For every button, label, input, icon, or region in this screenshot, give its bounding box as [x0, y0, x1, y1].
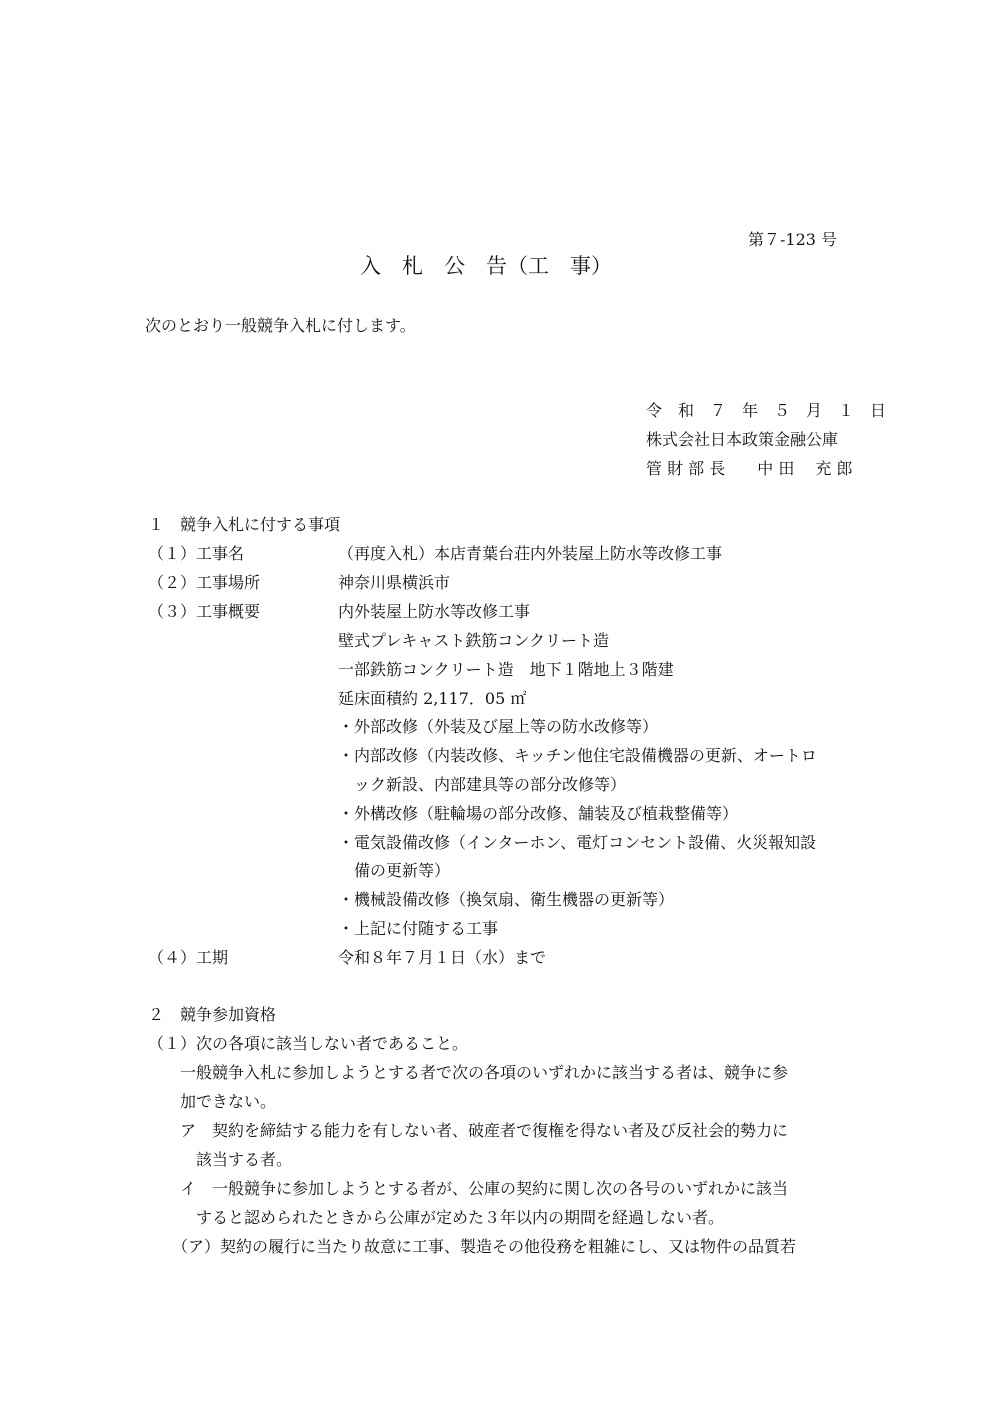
row-label-work-name: （１）工事名	[148, 544, 245, 563]
overview-line: ック新設、内部建具等の部分改修等）	[338, 775, 627, 794]
section2-line: 加できない。	[148, 1092, 277, 1111]
section2-line: ア 契約を締結する能力を有しない者、破産者で復権を得ない者及び反社会的勢力に	[148, 1121, 789, 1140]
overview-line: ・外部改修（外装及び屋上等の防水改修等）	[338, 717, 659, 736]
row-value-work-name: （再度入札）本店青葉台荘内外装屋上防水等改修工事	[338, 544, 723, 563]
row-label-period: （４）工期	[148, 948, 229, 967]
section2-line: （１）次の各項に該当しない者であること。	[148, 1034, 469, 1053]
overview-line: 備の更新等）	[338, 861, 451, 880]
overview-line: ・上記に付随する工事	[338, 919, 499, 938]
section2-line: 該当する者。	[148, 1150, 293, 1169]
row-value-location: 神奈川県横浜市	[338, 573, 451, 592]
overview-line: ・外構改修（駐輪場の部分改修、舗装及び植栽整備等）	[338, 804, 739, 823]
section2-line: （ア）契約の履行に当たり故意に工事、製造その他役務を粗雑にし、又は物件の品質若	[148, 1237, 797, 1256]
row-label-overview: （３）工事概要	[148, 602, 261, 621]
issue-date: 令 和 ７ 年 ５ 月 １ 日	[646, 401, 887, 420]
overview-line: 延床面積約 2,117．05 ㎡	[338, 689, 527, 708]
overview-line: 壁式プレキャスト鉄筋コンクリート造	[338, 631, 610, 650]
official-name: 管 財 部 長 中 田 充 郎	[646, 459, 853, 478]
document-number: 第７-123 号	[748, 230, 838, 249]
overview-line: ・内部改修（内装改修、キッチン他住宅設備機器の更新、オートロ	[338, 746, 817, 765]
overview-line: ・機械設備改修（換気扇、衛生機器の更新等）	[338, 890, 675, 909]
organization-name: 株式会社日本政策金融公庫	[646, 430, 839, 449]
overview-line: ・電気設備改修（インターホン、電灯コンセント設備、火災報知設	[338, 833, 817, 852]
section2-line: すると認められたときから公庫が定めた３年以内の期間を経過しない者。	[148, 1208, 725, 1227]
document-title: 入 札 公 告（工 事）	[360, 254, 612, 278]
intro-text: 次のとおり一般競争入札に付します。	[145, 316, 416, 335]
overview-line: 一部鉄筋コンクリート造 地下１階地上３階建	[338, 660, 674, 679]
section2-heading: ２ 競争参加資格	[148, 1005, 277, 1024]
row-label-location: （２）工事場所	[148, 573, 261, 592]
row-value-period: 令和８年７月１日（水）まで	[338, 948, 547, 967]
section1-heading: １ 競争入札に付する事項	[148, 515, 341, 534]
section2-line: 一般競争入札に参加しようとする者で次の各項のいずれかに該当する者は、競争に参	[148, 1063, 789, 1082]
row-value-overview: 内外装屋上防水等改修工事	[338, 602, 531, 621]
section2-line: イ 一般競争に参加しようとする者が、公庫の契約に関し次の各号のいずれかに該当	[148, 1179, 789, 1198]
